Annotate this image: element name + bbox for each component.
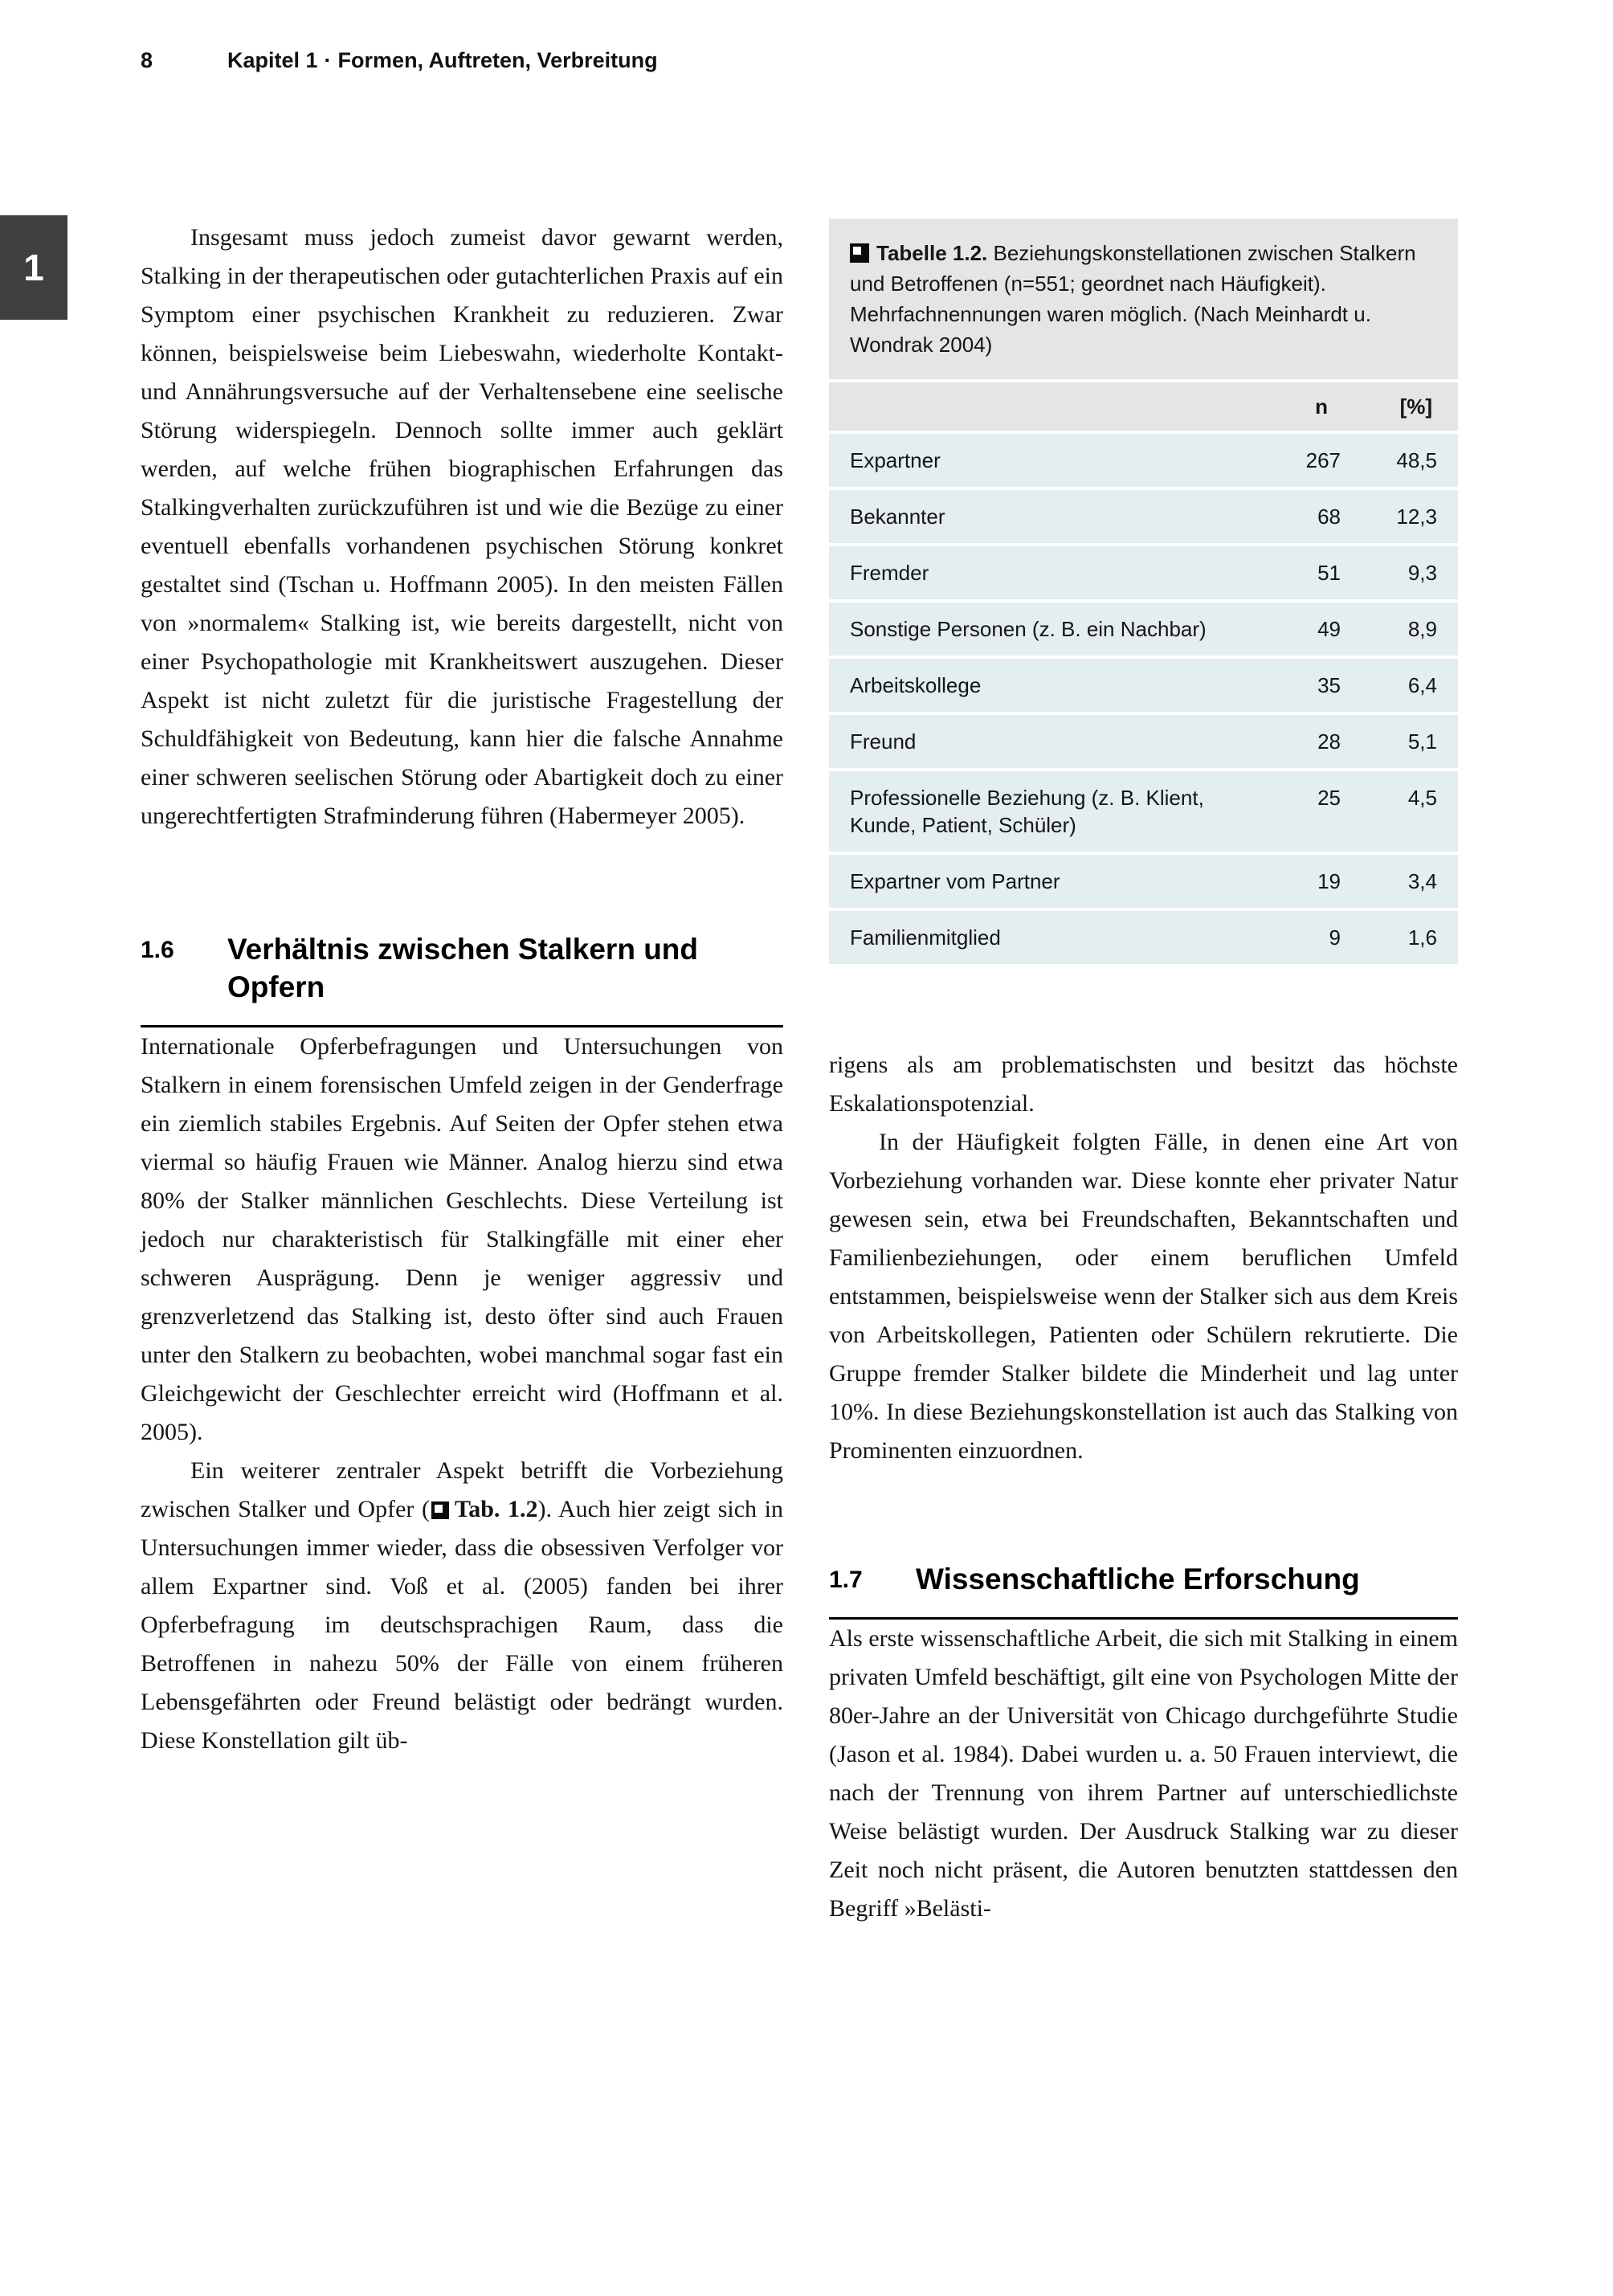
table-caption [829, 219, 1458, 379]
table-cell-label: Familienmitglied [850, 925, 1001, 950]
table-cell-label: Arbeitskollege [850, 673, 982, 697]
table-cell-label: Sonstige Personen (z. B. ein Nachbar) [850, 617, 1207, 641]
table-cell-label: Expartner [850, 448, 941, 472]
running-head [141, 48, 658, 73]
table-cell-label: Professionelle Beziehung (z. B. Klient, Kunde, Patient, Schüler) [850, 786, 1204, 837]
table-cell-pct: 5,1 [1407, 729, 1437, 754]
table-cell-label: Bekannter [850, 505, 945, 529]
paragraph: In der Häufigkeit folgten Fälle, in denen eine Art von Vorbeziehung vorhanden war. Diese konnte eher privater Natur gewesen sein, etwa bei Freundschaften, Bekanntschaften und Familienbeziehungen, oder einem beruflichen Umfeld entstammen, beispielsweise wenn der Stalker sich aus dem Kreis von Arbeitskollegen, Patienten oder Schülern rekrutierte. Die Gruppe fremder Stalker bildete die Minderheit und lag unter 10%. In diese Beziehungskonstellation ist auch das Stalking von Prominenten einzuordnen. [829, 1129, 1458, 1464]
chapter-number: 1 [23, 247, 44, 288]
table-row [829, 911, 1458, 964]
paragraph: Internationale Opferbefragungen und Untersuchungen von Stalkern in einem forensischen Umfeld zeigen in der Genderfrage ein ziemlich stabiles Ergebnis. Auf Seiten der Opfer stehen etwa viermal so häufig Frauen wie Männer. Analog hierzu sind etwa 80% der Stalker männlichen Geschlechts. Diese Verteilung ist jedoch nur charakteristisch für Stalkingfälle mit einer eher schweren Ausprägung. Denn je weniger aggressiv und grenzverletzend das Stalking ist, desto öfter sind auch Frauen unter den Stalkern zu beobachten, wobei manchmal sogar fast ein Gleichgewicht der Geschlechter erreicht wird (Hoffmann et al. 2005). [141, 1033, 783, 1445]
table-1-2 [829, 219, 1458, 964]
table-row [829, 715, 1458, 768]
table-cell-n: 9 [1329, 925, 1341, 950]
table-row [829, 603, 1458, 656]
table-cell-pct: 1,6 [1407, 925, 1437, 950]
table-cell-label: Freund [850, 729, 917, 754]
left-column [141, 219, 783, 1760]
paragraph: Als erste wissenschaftliche Arbeit, die sich mit Stalking in einem privaten Umfeld beschäftigt, gilt eine von Psychologen Mitte der 80er-Jahre an der Universität von Chicago durchgeführte Studie (Jason et al. 1984). Dabei wurden u. a. 50 Frauen interviewt, die nach der Trennung von ihrem Partner auf unterschiedlichste Weise belästigt wurden. Der Ausdruck Stalking war zu dieser Zeit noch nicht präsent, die Autoren benutzten stattdessen den Begriff »Belästi- [829, 1625, 1458, 1922]
table-cell-n: 49 [1317, 617, 1341, 641]
page-number: 8 [141, 48, 153, 72]
table-cell-n: 35 [1317, 673, 1341, 697]
table-cell-n: 51 [1317, 561, 1341, 585]
section-title: Verhältnis zwischen Stalkern und Opfern [227, 933, 699, 1003]
table-cell-n: 267 [1305, 448, 1341, 472]
table-cell-label: Expartner vom Partner [850, 869, 1060, 893]
chapter-number-tab [0, 215, 67, 320]
paragraph: rigens als am problematischsten und besitzt das höchste Eskalationspotenzial. [829, 1052, 1458, 1117]
table-row [829, 546, 1458, 599]
table-header-n: n [1315, 394, 1328, 419]
section-number: 1.6 [141, 937, 174, 963]
section-1-6-heading [141, 930, 783, 1027]
table-cell-n: 19 [1317, 869, 1341, 893]
table-row [829, 771, 1458, 852]
table-cell-pct: 48,5 [1396, 448, 1437, 472]
table-header-row [829, 382, 1458, 431]
right-column [829, 219, 1458, 1928]
table-cell-n: 25 [1317, 786, 1341, 810]
table-caption-text: Beziehungskonstellationen zwischen Stalkern und Betroffenen (n=551; geordnet nach Häufigkeit). Mehrfachnennungen waren möglich. (Nach Meinhardt u. Wondrak 2004) [850, 241, 1416, 357]
table-cell-pct: 12,3 [1396, 505, 1437, 529]
table-row [829, 659, 1458, 712]
table-ref-icon [431, 1501, 449, 1519]
table-header-pct: [%] [1399, 394, 1432, 419]
table-cell-pct: 4,5 [1407, 786, 1437, 810]
table-cell-pct: 6,4 [1407, 673, 1437, 697]
chapter-title: Formen, Auftreten, Verbreitung [337, 48, 658, 72]
table-cell-pct: 3,4 [1407, 869, 1437, 893]
table-cell-label: Fremder [850, 561, 929, 585]
table-caption-label: Tabelle 1.2. [876, 241, 988, 265]
section-1-7-heading [829, 1560, 1458, 1620]
paragraph [141, 1452, 783, 1760]
table-cell-n: 68 [1317, 505, 1341, 529]
paragraph-text: Ein weiterer zentraler Aspekt betrifft die Vorbeziehung zwischen Stalker und Opfer ( [141, 1457, 783, 1522]
table-cell-pct: 8,9 [1407, 617, 1437, 641]
paragraph-text: ). Auch hier zeigt sich in Untersuchungen immer wieder, dass die obsessiven Verfolger vor allem Expartner sind. Voß et al. (2005) fanden bei ihrer Opferbefragung im deutschsprachigen Raum, dass die Betroffenen in nahezu 50% der Fälle von einem früheren Lebensgefährten oder Freund belästigt oder bedrängt wurden. Diese Konstellation gilt üb- [141, 1496, 783, 1754]
section-number: 1.7 [829, 1567, 863, 1593]
table-row [829, 855, 1458, 908]
table-icon [850, 243, 869, 263]
paragraph: Insgesamt muss jedoch zumeist davor gewarnt werden, Stalking in der therapeutischen oder gutachterlichen Praxis auf ein Symptom einer psychischen Krankheit zu reduzieren. Zwar können, beispielsweise beim Liebeswahn, wiederholte Kontakt- und Annährungsversuche auf der Verhaltensebene eine seelische Störung widerspiegeln. Dennoch sollte immer auch geklärt werden, auf welche frühen biographischen Erfahrungen das Stalkingverhalten zurückzuführen ist und wie die Bezüge zu einer eventuell ebenfalls vorhandenen psychischen Störung konkret gestaltet sind (Tschan u. Hoffmann 2005). In den meisten Fällen von »normalem« Stalking ist, wie bereits dargestellt, nicht von einer Psychopathologie mit Krankheitswert auszugehen. Dieser Aspekt ist nicht zuletzt für die juristische Fragestellung der Schuldfähigkeit von Bedeutung, kann hier die falsche Annahme einer schweren seelischen Störung oder Abartigkeit doch zu einer ungerechtfertigten Strafminderung führen (Habermeyer 2005). [141, 224, 783, 829]
table-row [829, 490, 1458, 543]
section-title: Wissenschaftliche Erforschung [916, 1563, 1360, 1595]
table-cell-pct: 9,3 [1407, 561, 1437, 585]
table-row [829, 434, 1458, 487]
chapter-separator: · [324, 48, 332, 72]
table-reference: Tab. 1.2 [454, 1496, 538, 1522]
chapter-label: Kapitel 1 [227, 48, 318, 72]
table-cell-n: 28 [1317, 729, 1341, 754]
